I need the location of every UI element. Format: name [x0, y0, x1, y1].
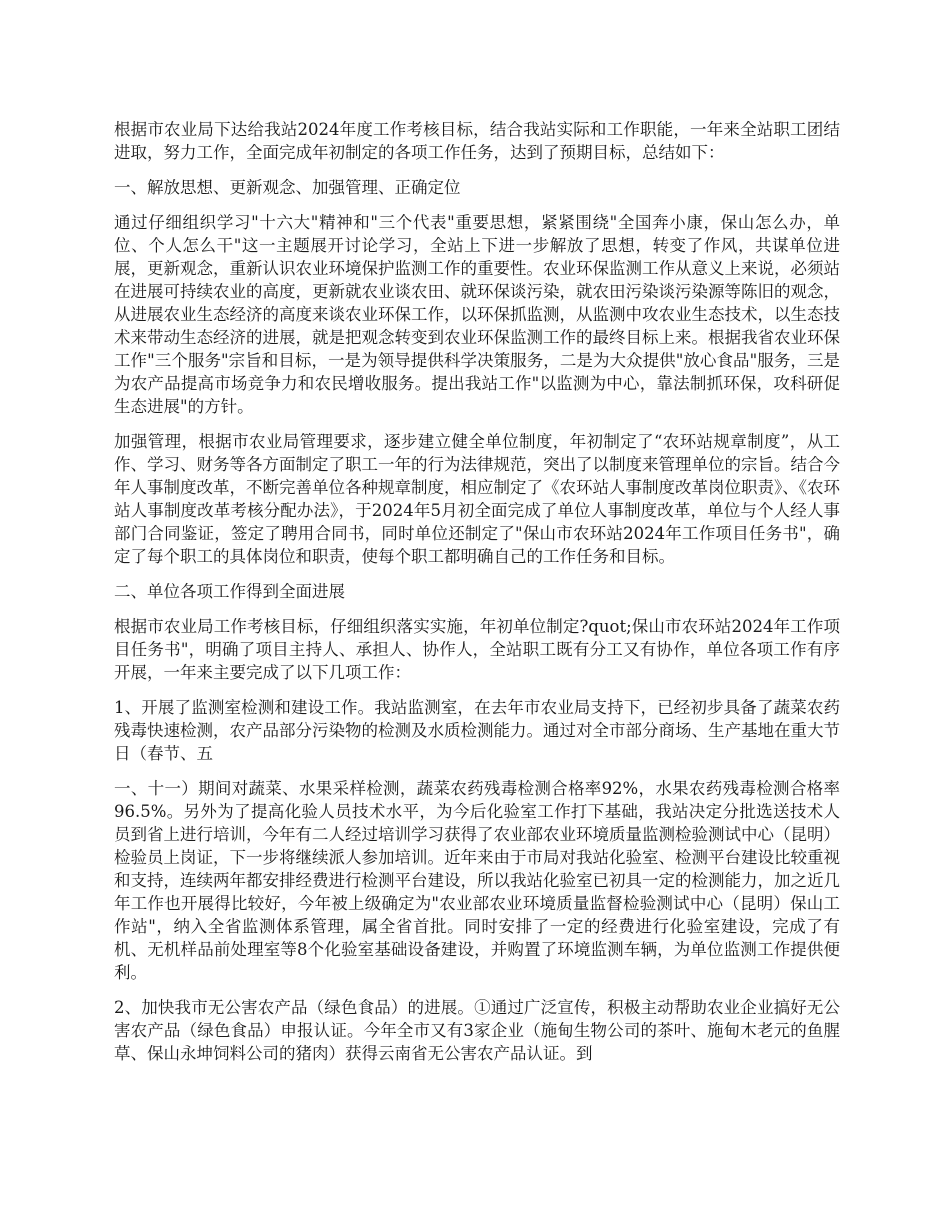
item-1-continued-paragraph: 一、十一）期间对蔬菜、水果采样检测，蔬菜农药残毒检测合格率92%，水果农药残毒检测合格率96.5%。另外为了提高化验人员技术水平，为今后化验室工作打下基础，我站决定分批选送技术人员到省上进行培训，今年有二人经过培训学习获得了农业部农业环境质量监测检验测试中心（昆明）检验员上岗证，下一步将继续派人参加培训。近年来由于市局对我站化验室、检测平台建设比较重视和支持，连续两年都安排经费进行检测平台建设，所以我站化验室已初具一定的检测能力，加之近几年工作也开展得比较好，今年被上级确定为"农业部农业环境质量监督检验测试中心（昆明）保山工作站"，纳入全省监测体系管理，属全省首批。同时安排了一定的经费进行化验室建设，完成了有机、无机样品前处理室等8个化验室基础设备建设，并购置了环境监测车辆，为单位监测工作提供便利。 [114, 779, 840, 982]
management-paragraph: 加强管理，根据市农业局管理要求，逐步建立健全单位制度，年初制定了“农环站规章制度”，从工作、学习、财务等各方面制定了职工一年的行为法律规范，突出了以制度来管理单位的宗旨。结合今年人事制度改革，不断完善单位各种规章制度，相应制定了《农环站人事制度改革岗位职责》、《农环站人事制度改革考核分配办法》，于2024年5月初全面完成了单位人事制度改革，单位与个人经人事部门合同鉴证，签定了聘用合同书，同时单位还制定了"保山市农环站2024年工作项目任务书"，确定了每个职工的具体岗位和职责，使每个职工都明确自己的工作任务和目标。 [114, 432, 840, 566]
intro-paragraph: 根据市农业局下达给我站2024年度工作考核目标，结合我站实际和工作职能，一年来全站职工团结进取，努力工作，全面完成年初制定的各项工作任务，达到了预期目标，总结如下： [114, 120, 840, 162]
section-heading-2: 二、单位各项工作得到全面进展 [114, 582, 345, 601]
item-2-paragraph: 2、加快我市无公害农产品（绿色食品）的进展。①通过广泛宣传，积极主动帮助农业企业搞好无公害农产品（绿色食品）申报认证。今年全市又有3家企业（施甸生物公司的茶叶、施甸木老元的鱼腥草、保山永坤饲料公司的猪肉）获得云南省无公害农产品认证。到 [114, 998, 840, 1063]
item-1-paragraph: 1、开展了监测室检测和建设工作。我站监测室，在去年市农业局支持下，已经初步具备了蔬菜农药残毒快速检测，农产品部分污染物的检测及水质检测能力。通过对全市部分商场、生产基地在重大节日（春节、五 [114, 698, 840, 763]
document-page [114, 118, 840, 1077]
thought-paragraph: 通过仔细组织学习"十六大"精神和"三个代表"重要思想，紧紧围绕"全国奔小康，保山怎么办，单位、个人怎么干"这一主题展开讨论学习，全站上下进一步解放了思想，转变了作风，共谋单位进展，更新观念，重新认识农业环境保护监测工作的重要性。农业环保监测工作从意义上来说，必须站在进展可持续农业的高度，更新就农业谈农田、就环保谈污染，就农田污染谈污染源等陈旧的观念，从进展农业生态经济的高度来谈农业环保工作，以环保抓监测，从监测中攻农业生态技术，以生态技术来带动生态经济的进展，就是把观念转变到农业环保监测工作的最终目标上来。根据我省农业环保工作"三个服务"宗旨和目标，一是为领导提供科学决策服务，二是为大众提供"放心食品"服务，三是为农产品提高市场竞争力和农民增收服务。提出我站工作"以监测为中心，靠法制抓环保，攻科研促生态进展"的方针。 [114, 213, 840, 416]
tasks-paragraph: 根据市农业局工作考核目标，仔细组织落实实施，年初单位制定?quot;保山市农环站2024年工作项目任务书"，明确了项目主持人、承担人、协作人，全站职工既有分工又有协作，单位各项工作有序开展，一年来主要完成了以下几项工作： [114, 617, 840, 682]
section-heading-1: 一、解放思想、更新观念、加强管理、正确定位 [114, 178, 461, 197]
